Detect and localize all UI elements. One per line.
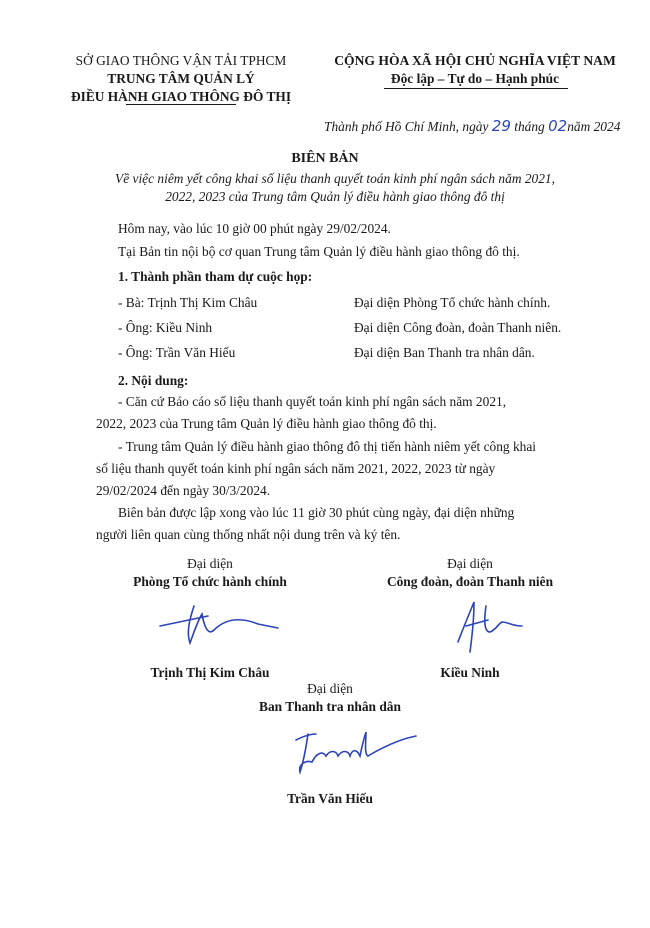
closing-line2: người liên quan cùng thống nhất nội dung trên và ký tên.: [96, 527, 401, 542]
date-line: [324, 116, 624, 136]
signature-org: Ban Thanh tra nhân dân: [259, 699, 401, 715]
signature-label: Đại diện: [447, 556, 493, 571]
content-paragraph-2: [96, 436, 592, 502]
signature-image: [440, 596, 530, 656]
p1-line1: - Căn cứ Báo cáo số liệu thanh quyết toán kinh phí ngân sách năm 2021,: [118, 394, 507, 409]
subtitle-line1: Về việc niêm yết công khai số liệu thanh quyết toán kinh phí ngân sách năm 2021,: [115, 171, 555, 186]
signature-image: [150, 598, 290, 648]
section1-heading: 1. Thành phần tham dự cuộc họp:: [118, 269, 313, 284]
p2-line3: 29/02/2024 đến ngày 30/3/2024.: [96, 483, 271, 498]
document-title: BIÊN BẢN: [291, 151, 359, 166]
subtitle-line2: 2022, 2023 của Trung tâm Quản lý điều hành giao thông đô thị: [165, 189, 505, 205]
signature-block: [360, 555, 580, 591]
center-name-line2: ĐIỀU HÀNH GIAO THÔNG ĐÔ THỊ: [70, 89, 292, 105]
signature-org: Phòng Tổ chức hành chính: [133, 574, 287, 590]
header-left: [56, 52, 306, 106]
p2-line1: - Trung tâm Quản lý điều hành giao thông đô thị tiến hành niêm yết công khai: [118, 439, 537, 454]
intro-line2: Tại Bản tin nội bộ cơ quan Trung tâm Quản lý điều hành giao thông đô thị.: [118, 244, 520, 259]
signature-org: Công đoàn, đoàn Thanh niên: [386, 574, 554, 590]
center-name-line1: TRUNG TÂM QUẢN LÝ: [107, 71, 255, 87]
closing-paragraph: [96, 502, 592, 546]
closing-line1: Biên bản được lập xong vào lúc 11 giờ 30 phút cùng ngày, đại diện những: [118, 505, 515, 520]
section2-heading: 2. Nội dung:: [118, 373, 189, 388]
signer-name: Trịnh Thị Kim Châu: [150, 665, 270, 680]
attendee-role: Đại diện Công đoàn, đoàn Thanh niên.: [354, 320, 562, 335]
attendee-role: Đại diện Ban Thanh tra nhân dân.: [354, 345, 535, 360]
attendee-name: - Ông: Kiều Ninh: [118, 320, 213, 335]
attendee-role: Đại diện Phòng Tổ chức hành chính.: [354, 295, 551, 310]
country-name: CỘNG HÒA XÃ HỘI CHỦ NGHĨA VIỆT NAM: [334, 53, 616, 68]
header-left-underline: [126, 104, 236, 105]
signature-block: [110, 555, 310, 591]
intro-line1: Hôm nay, vào lúc 10 giờ 00 phút ngày 29/02/2024.: [118, 221, 391, 236]
date-month: 02: [548, 117, 568, 135]
date-year: năm 2024: [567, 119, 621, 134]
header-right: [322, 52, 628, 88]
p2-line2: số liệu thanh quyết toán kinh phí ngân sách năm 2021, 2022, 2023 từ ngày: [96, 461, 496, 476]
document-subtitle: [70, 170, 600, 206]
signer-name: Trần Văn Hiếu: [287, 791, 373, 806]
content-paragraph-1: [96, 391, 592, 435]
signature-label: Đại diện: [307, 681, 353, 696]
signature-block: [230, 680, 430, 716]
date-day: 29: [491, 117, 511, 135]
attendee-name: - Ông: Trần Văn Hiếu: [118, 345, 236, 360]
signature-label: Đại diện: [187, 556, 233, 571]
signature-image: [286, 720, 426, 780]
motto-underline: [384, 88, 568, 89]
signer-name: Kiều Ninh: [440, 665, 500, 680]
date-prefix: Thành phố Hồ Chí Minh, ngày: [324, 119, 489, 134]
department-name: SỞ GIAO THÔNG VẬN TẢI TPHCM: [75, 53, 287, 68]
attendee-name: - Bà: Trịnh Thị Kim Châu: [118, 295, 258, 310]
date-month-word: tháng: [514, 119, 545, 134]
motto: Độc lập – Tự do – Hạnh phúc: [390, 71, 560, 87]
p1-line2: 2022, 2023 của Trung tâm Quản lý điều hành giao thông đô thị.: [96, 416, 437, 431]
